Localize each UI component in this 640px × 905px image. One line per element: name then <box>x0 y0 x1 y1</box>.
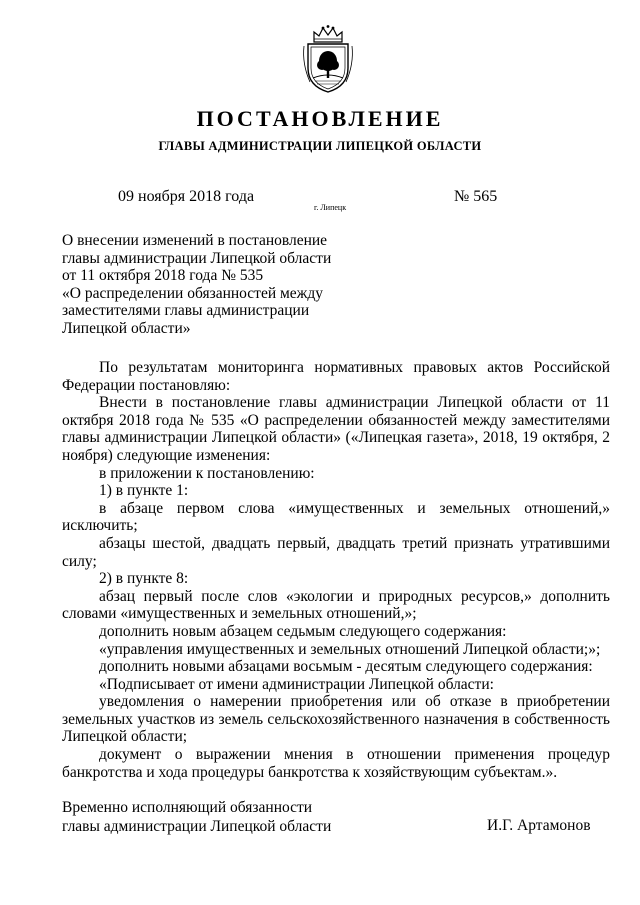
paragraph: уведомления о намерении приобретения или об отказе в приобретении земельных участков из земель сельскохозяйственного назначения в собственность Липецкой области; <box>62 693 610 746</box>
paragraph: дополнить новым абзацем седьмым следующего содержания: <box>99 622 507 640</box>
paragraph: абзац первый после слов «экологии и природных ресурсов,» дополнить словами «имущественных и земельных отношений,»; <box>62 587 610 623</box>
subject-line: главы администрации Липецкой области <box>62 249 332 267</box>
document-date: 09 ноября 2018 года <box>118 188 255 205</box>
signatory-position-line: главы администрации Липецкой области <box>62 818 332 835</box>
paragraph: документ о выражении мнения в отношении применения процедур банкротства и хода процедуры банкротства к хозяйствующим субъектам.». <box>62 746 610 781</box>
subject-line: заместителями главы администрации <box>62 302 310 319</box>
coat-of-arms-icon <box>300 24 356 94</box>
paragraph: 1) в пункте 1: <box>99 482 189 500</box>
document-body <box>62 359 610 781</box>
signatory-name: И.Г. Артамонов <box>487 817 591 834</box>
document-city: г. Липецк <box>314 203 347 212</box>
paragraph: «Подписывает от имени администрации Липецкой области: <box>99 675 494 693</box>
subject-line: Липецкой области» <box>62 319 191 337</box>
paragraph: «управления имущественных и земельных отношений Липецкой области;»; <box>99 640 601 658</box>
document-number: № 565 <box>454 188 498 205</box>
paragraph: Внести в постановление главы администрации Липецкой области от 11 октября 2018 года № 535 «О распределении обязанностей между заместителями главы администрации Липецкой области» («Липецкая газета», 2018, 19 октября, 2 ноября) следующие изменения: <box>62 394 610 464</box>
subject-line: «О распределении обязанностей между <box>62 284 324 302</box>
paragraph: в приложении к постановлению: <box>99 464 315 482</box>
signatory-position <box>62 798 331 836</box>
paragraph: 2) в пункте 8: <box>99 570 189 588</box>
paragraph: абзацы шестой, двадцать первый, двадцать третий признать утратившими силу; <box>62 534 610 570</box>
document-title: ПОСТАНОВЛЕНИЕ <box>196 106 444 131</box>
subject-line: О внесении изменений в постановление <box>62 232 328 249</box>
paragraph: По результатам мониторинга нормативных правовых актов Российской Федерации постановляю: <box>62 359 610 394</box>
signatory-position-line: Временно исполняющий обязанности <box>62 799 313 816</box>
subject-line: от 11 октября 2018 года № 535 <box>62 267 264 284</box>
document-subject <box>62 232 362 337</box>
document-issuer: ГЛАВЫ АДМИНИСТРАЦИИ ЛИПЕЦКОЙ ОБЛАСТИ <box>158 139 482 153</box>
paragraph: в абзаце первом слова «имущественных и земельных отношений,» исключить; <box>62 499 610 535</box>
paragraph: дополнить новыми абзацами восьмым - десятым следующего содержания: <box>99 658 593 676</box>
